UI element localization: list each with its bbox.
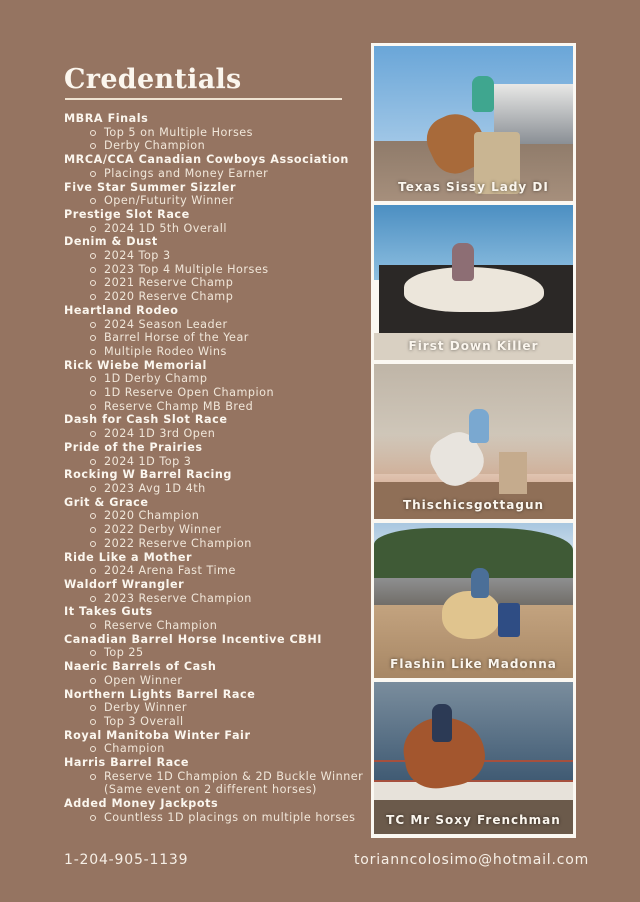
hollow-circle-bullet-icon [90,349,96,355]
credential-item-text: 1D Reserve Open Champion [104,386,275,400]
credential-item [64,276,364,290]
hollow-circle-bullet-icon [90,171,96,177]
credential-item [64,126,364,140]
photo-caption: Thischicsgottagun [402,498,545,512]
credential-event: Heartland Rodeo [64,303,179,317]
hollow-circle-bullet-icon [90,541,96,547]
hollow-circle-bullet-icon [90,678,96,684]
credential-item-text: Countless 1D placings on multiple horses [104,810,356,824]
credential-item [64,811,364,825]
hollow-circle-bullet-icon [90,431,96,437]
credential-event: Added Money Jackpots [64,797,219,811]
credential-item [64,167,364,181]
hollow-circle-bullet-icon [90,143,96,149]
credential-item-text: Derby Champion [104,139,206,153]
credential-event: Harris Barrel Race [64,756,190,770]
hollow-circle-bullet-icon [90,280,96,286]
credential-event: Naeric Barrels of Cash [64,660,217,674]
credential-event: Royal Manitoba Winter Fair [64,728,251,742]
credential-event: Denim & Dust [64,235,158,249]
credential-item [64,331,364,345]
hollow-circle-bullet-icon [90,376,96,382]
credential-item-text: Multiple Rodeo Wins [104,344,227,358]
credential-event: Waldorf Wrangler [64,577,185,591]
hollow-circle-bullet-icon [90,459,96,465]
credential-item [64,742,364,756]
hollow-circle-bullet-icon [90,568,96,574]
credential-item-text: 2024 Top 3 [104,249,171,263]
credential-item-text: Top 5 on Multiple Horses [104,125,253,139]
hollow-circle-bullet-icon [90,130,96,136]
credential-event: Ride Like a Mother [64,550,193,564]
hollow-circle-bullet-icon [90,527,96,533]
barrel-racing-photo-image [374,682,573,834]
credential-item-text: Reserve Champion [104,619,218,633]
hollow-circle-bullet-icon [90,719,96,725]
credential-item [64,701,364,715]
credential-item [64,139,364,153]
credential-item-text: 2024 1D 5th Overall [104,221,227,235]
credential-item [64,427,364,441]
credential-event: Rocking W Barrel Racing [64,468,232,482]
credential-item [64,372,364,386]
photo-caption: First Down Killer [408,339,539,353]
horse-photo-3 [374,364,573,519]
hollow-circle-bullet-icon [90,335,96,341]
hollow-circle-bullet-icon [90,226,96,232]
hollow-circle-bullet-icon [90,705,96,711]
credential-item-text: 2023 Avg 1D 4th [104,481,206,495]
hollow-circle-bullet-icon [90,746,96,752]
hollow-circle-bullet-icon [90,623,96,629]
credential-item [64,537,364,551]
credential-item [64,400,364,414]
credential-item [64,564,364,578]
credential-item-text: Open/Futurity Winner [104,194,234,208]
credential-event: Canadian Barrel Horse Incentive CBHI [64,632,322,646]
photo-caption: Texas Sissy Lady DI [398,180,549,194]
credential-item [64,318,364,332]
credential-event: Rick Wiebe Memorial [64,358,207,372]
credential-item-text: 2024 Season Leader [104,317,228,331]
barrel-racing-photo-image [374,205,573,360]
hollow-circle-bullet-icon [90,774,96,780]
hollow-circle-bullet-icon [90,650,96,656]
credential-item-text: 2020 Champion [104,509,200,523]
horse-photo-1 [374,46,573,201]
credential-item [64,290,364,304]
title-divider [65,98,342,100]
credential-item [64,194,364,208]
hollow-circle-bullet-icon [90,404,96,410]
credential-item-text: Champion [104,742,165,756]
credential-item-text: Barrel Horse of the Year [104,331,249,345]
credential-item [64,783,364,797]
email-address[interactable]: torianncolosimo@hotmail.com [354,852,590,868]
credentials-list [64,112,364,825]
credential-item-text: 2023 Reserve Champion [104,591,252,605]
credential-item-text: 2024 1D Top 3 [104,454,192,468]
credential-event: It Takes Guts [64,605,153,619]
horse-photo-4 [374,523,573,678]
hollow-circle-bullet-icon [90,322,96,328]
credential-item [64,509,364,523]
credential-item [64,386,364,400]
credential-event: Dash for Cash Slot Race [64,413,228,427]
credential-item-text: Reserve 1D Champion & 2D Buckle Winner [104,769,364,783]
credential-item-text: Reserve Champ MB Bred [104,399,254,413]
credential-item-text: 2024 1D 3rd Open [104,427,216,441]
credential-item [64,249,364,263]
credential-item [64,345,364,359]
credential-item-text: Open Winner [104,673,183,687]
credential-event: MRCA/CCA Canadian Cowboys Association [64,153,349,167]
credential-item [64,674,364,688]
credential-item-text: Derby Winner [104,701,187,715]
credential-event: Prestige Slot Race [64,207,190,221]
horse-photo-5 [374,682,573,834]
credential-item [64,715,364,729]
credential-item [64,222,364,236]
credential-item-text: Top 3 Overall [104,714,184,728]
credential-item-text: Placings and Money Earner [104,166,269,180]
credential-item [64,646,364,660]
hollow-circle-bullet-icon [90,390,96,396]
credential-item-text: 2022 Reserve Champion [104,536,252,550]
credential-event: Grit & Grace [64,495,149,509]
page-title: Credentials [64,64,242,95]
credential-item-text: 1D Derby Champ [104,372,208,386]
hollow-circle-bullet-icon [90,513,96,519]
credential-item [64,263,364,277]
photo-caption: Flashin Like Madonna [390,657,557,671]
credential-item-text: 2022 Derby Winner [104,523,222,537]
credential-item-text: 2023 Top 4 Multiple Horses [104,262,269,276]
credential-item [64,619,364,633]
hollow-circle-bullet-icon [90,294,96,300]
credential-item [64,592,364,606]
horse-photo-2 [374,205,573,360]
credential-event: MBRA Finals [64,112,149,125]
credential-item [64,770,364,784]
credential-event: Northern Lights Barrel Race [64,687,256,701]
barrel-racing-photo-image [374,364,573,519]
hollow-circle-bullet-icon [90,596,96,602]
credential-item [64,523,364,537]
credential-event: Pride of the Prairies [64,440,203,454]
credential-item [64,455,364,469]
credential-item-text: 2021 Reserve Champ [104,276,234,290]
credential-item-text: 2024 Arena Fast Time [104,564,236,578]
barrel-racing-photo-image [374,523,573,678]
phone-number[interactable]: 1-204-905-1139 [64,852,189,868]
photo-caption: TC Mr Soxy Frenchman [386,813,561,827]
credential-event: Five Star Summer Sizzler [64,180,237,194]
hollow-circle-bullet-icon [90,267,96,273]
credential-item-text: (Same event on 2 different horses) [104,783,317,797]
hollow-circle-bullet-icon [90,486,96,492]
hollow-circle-bullet-icon [90,198,96,204]
hollow-circle-bullet-icon [90,815,96,821]
credential-item [64,482,364,496]
photo-column [371,43,576,838]
barrel-racing-photo-image [374,46,573,201]
credential-item-text: 2020 Reserve Champ [104,290,234,304]
hollow-circle-bullet-icon [90,253,96,259]
credential-item-text: Top 25 [104,646,144,660]
